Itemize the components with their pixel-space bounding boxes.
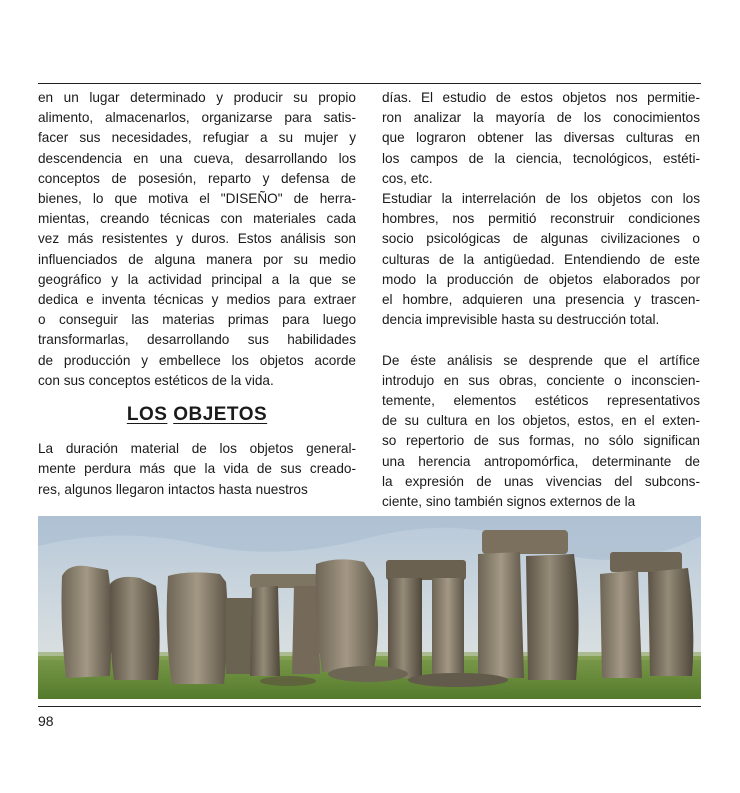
left-column <box>38 88 356 500</box>
text-line: transformarlas, desarrollando sus habilidades <box>38 332 356 348</box>
text-line: ron analizar la mayoría de los conocimientos <box>382 110 700 126</box>
text-line: res, algunos llegaron intactos hasta nuestros <box>38 481 308 497</box>
text-line: facer sus necesidades, refugiar a su mujer y <box>38 130 356 146</box>
text-line: Estudiar la interrelación de los objetos con los <box>382 191 700 207</box>
paragraph-spacer <box>382 330 700 350</box>
left-paragraph <box>38 88 356 391</box>
text-line: descendencia en una cueva, desarrollando los <box>38 150 356 166</box>
text-line: mente perdura más que la vida de sus creado- <box>38 461 356 477</box>
text-line: temente, elementos estéticos representativos <box>382 393 700 409</box>
text-line: hombres, nos permitió reconstruir condiciones <box>382 211 700 227</box>
heading-word-objetos: OBJETOS <box>173 404 268 426</box>
text-line: de su cultura en los objetos, estos, en el exten- <box>382 413 700 429</box>
stonehenge-photo <box>38 516 701 699</box>
text-line: vez más resistentes y duros. Estos análisis son <box>38 231 356 247</box>
stonehenge-illustration <box>38 516 701 699</box>
text-line: cos, etc. <box>382 170 433 186</box>
text-line: culturas de la antigüedad. Entendiendo de este <box>382 251 700 267</box>
text-line: en un lugar determinado y producir su propio <box>38 90 356 105</box>
left-paragraph-objetos <box>38 439 356 500</box>
text-line: influenciados de alguna manera por su medio <box>38 251 356 267</box>
text-line: días. El estudio de estos objetos nos permitie- <box>382 90 700 105</box>
section-heading <box>38 405 356 425</box>
top-rule <box>38 83 701 84</box>
text-line: mientas, creando técnicas con materiales cada <box>38 211 356 227</box>
bottom-rule <box>38 706 701 707</box>
right-paragraph-3 <box>382 351 700 513</box>
text-line: ciente, sino también signos externos de la <box>382 494 636 510</box>
text-line: conceptos de posesión, reparto y defensa de <box>38 170 356 186</box>
right-paragraph-1 <box>382 88 700 189</box>
text-line: socio psicológicas de algunas civilizaciones o <box>382 231 700 247</box>
text-line: De éste análisis se desprende que el artífice <box>382 352 700 368</box>
text-line: una herencia antropomórfica, determinante de <box>382 453 700 469</box>
right-paragraph-2 <box>382 189 700 330</box>
page-number: 98 <box>38 713 54 729</box>
text-line: dedica e inventa técnicas y medios para extraer <box>38 292 356 308</box>
text-line: o conseguir las materias primas para luego <box>38 312 356 328</box>
text-line: La duración material de los objetos general- <box>38 441 356 457</box>
text-line: de producción y embellece los objetos acorde <box>38 352 356 368</box>
text-line: bienes, lo que motiva el "DISEÑO" de herra- <box>38 191 356 207</box>
heading-word-los: LOS <box>126 404 168 426</box>
text-line: dencia imprevisible hasta su destrucción total. <box>382 312 660 328</box>
text-line: con sus conceptos estéticos de la vida. <box>38 372 274 388</box>
text-line: introdujo en sus obras, conciente o inconscien- <box>382 372 700 388</box>
text-line: so repertorio de sus formas, no sólo significan <box>382 433 700 449</box>
text-line: geográfico y la actividad principal a la que se <box>38 271 356 287</box>
right-column <box>382 88 700 512</box>
text-line: alimento, almacenarlos, organizarse para satis- <box>38 110 356 126</box>
text-line: el hombre, adquieren una presencia y trascen- <box>382 292 700 308</box>
text-line: que lograron obtener las diversas culturas en <box>382 130 700 146</box>
text-line: la expresión de unas vivencias del subcons- <box>382 473 700 489</box>
text-line: los campos de la ciencia, tecnológicos, estéti- <box>382 150 700 166</box>
text-line: modo la producción de objetos elaborados por <box>382 271 700 287</box>
